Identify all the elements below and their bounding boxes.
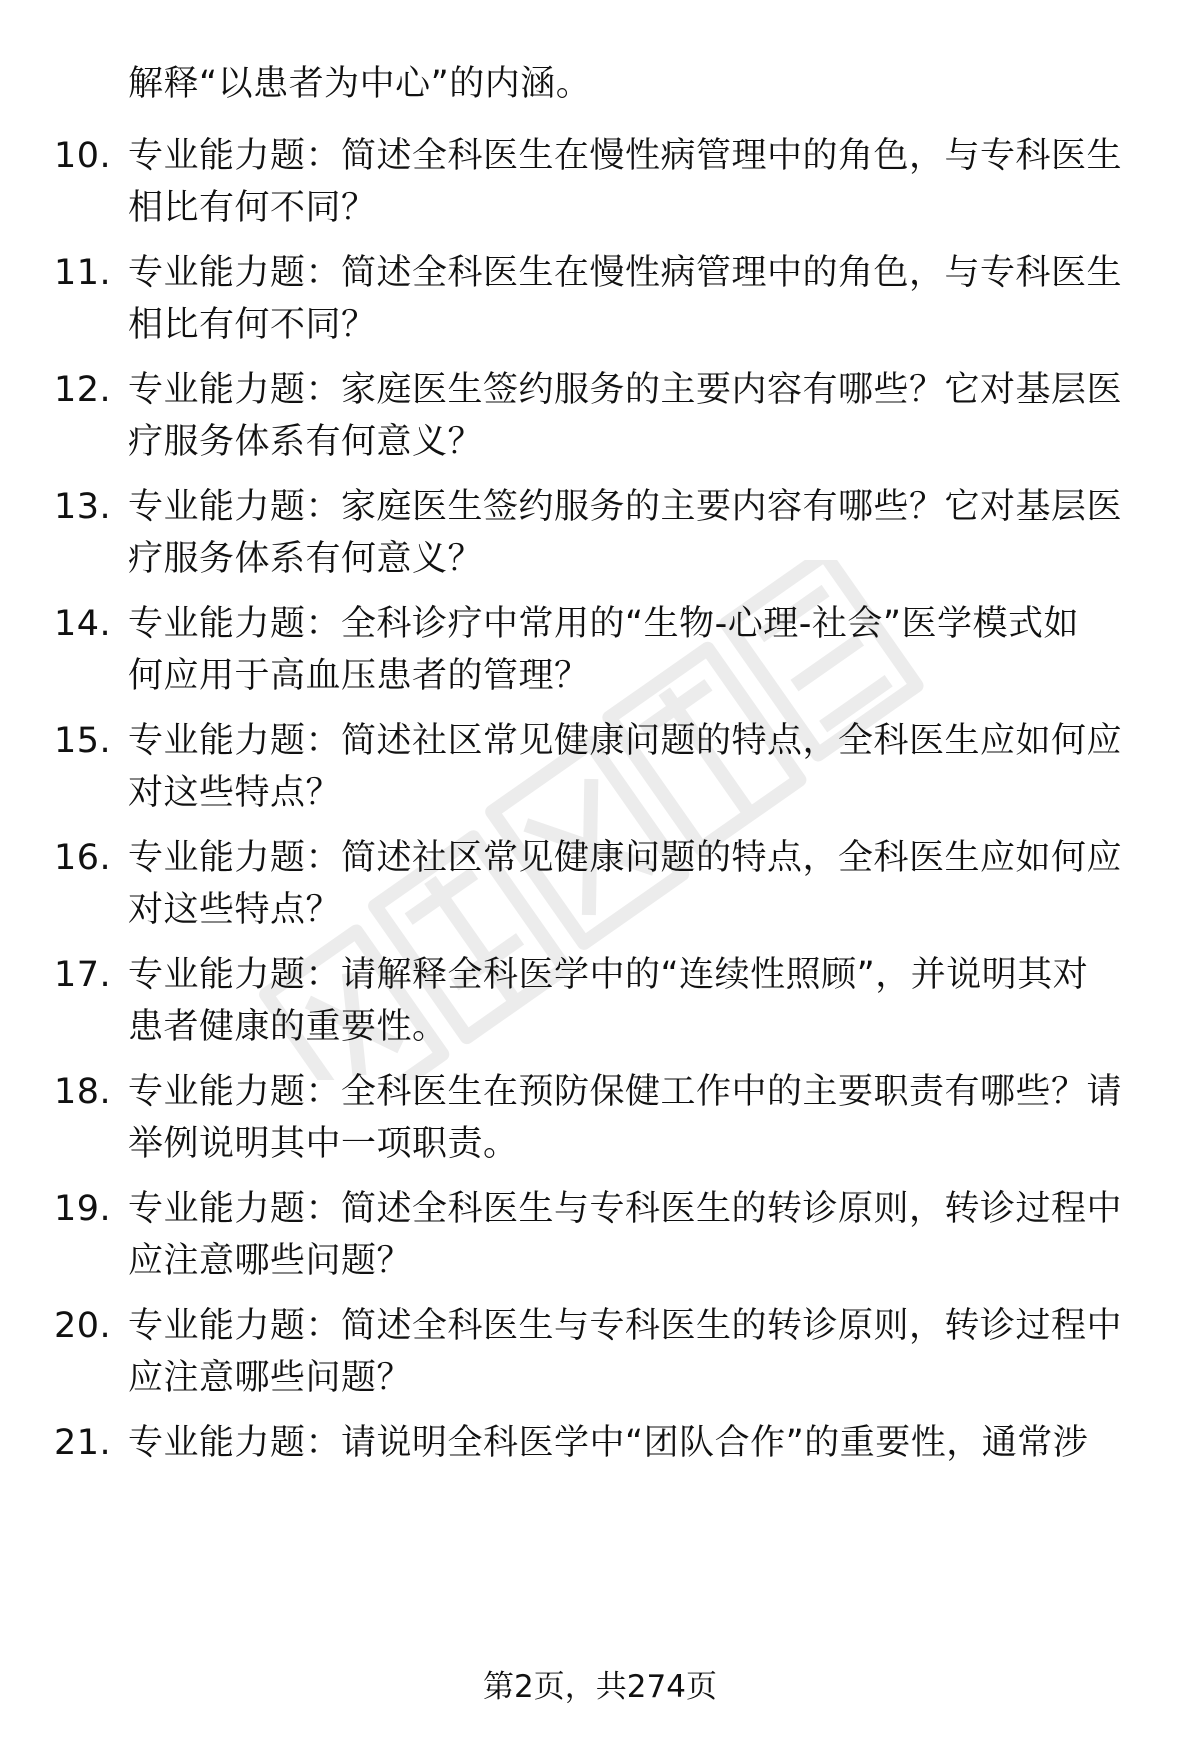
- item-text: [128, 949, 1138, 1053]
- item-number: 11.: [54, 253, 112, 293]
- item-text: [128, 364, 1138, 468]
- item-number: 18.: [54, 1072, 112, 1112]
- item-text-line: 疗服务体系有何意义？: [128, 422, 484, 462]
- item-text: [128, 1300, 1138, 1404]
- item-text-line: 患者健康的重要性。: [128, 1007, 448, 1047]
- item-text: [128, 1183, 1138, 1287]
- item-text-line: 对这些特点？: [128, 890, 342, 930]
- item-text-line: 专业能力题：全科诊疗中常用的“生物-心理-社会”医学模式如: [128, 604, 1080, 644]
- item-text-line: 专业能力题：简述全科医生在慢性病管理中的角色，与专科医生: [128, 136, 1123, 176]
- item-text-line: 专业能力题：简述社区常见健康问题的特点，全科医生应如何应: [128, 838, 1123, 878]
- continuation-text: 解释“以患者为中心”的内涵。: [128, 64, 592, 104]
- item-number: 10.: [54, 136, 112, 176]
- page-number: 第2页，共274页: [483, 1669, 717, 1705]
- item-text-line: 举例说明其中一项职责。: [128, 1124, 519, 1164]
- item-number: 12.: [54, 370, 112, 410]
- item-text: [128, 598, 1138, 702]
- item-text: [128, 1066, 1138, 1170]
- item-number: 14.: [54, 604, 112, 644]
- item-number: 15.: [54, 721, 112, 761]
- item-text-line: 相比有何不同？: [128, 305, 377, 345]
- item-text: [128, 1417, 1138, 1469]
- item-text-line: 专业能力题：请说明全科医学中“团队合作”的重要性，通常涉: [128, 1423, 1089, 1463]
- item-number: 19.: [54, 1189, 112, 1229]
- item-text: [128, 247, 1138, 351]
- item-text-line: 应注意哪些问题？: [128, 1358, 413, 1398]
- item-text: [128, 130, 1138, 234]
- item-text-line: 专业能力题：请解释全科医学中的“连续性照顾”，并说明其对: [128, 955, 1089, 995]
- item-number: 17.: [54, 955, 112, 995]
- item-text-line: 相比有何不同？: [128, 188, 377, 228]
- item-text-line: 专业能力题：家庭医生签约服务的主要内容有哪些？它对基层医: [128, 487, 1123, 527]
- item-text-line: 应注意哪些问题？: [128, 1241, 413, 1281]
- item-text-line: 专业能力题：简述全科医生在慢性病管理中的角色，与专科医生: [128, 253, 1123, 293]
- item-text-line: 专业能力题：简述全科医生与专科医生的转诊原则，转诊过程中: [128, 1306, 1123, 1346]
- item-number: 16.: [54, 838, 112, 878]
- item-text-line: 专业能力题：简述社区常见健康问题的特点，全科医生应如何应: [128, 721, 1123, 761]
- item-text-line: 疗服务体系有何意义？: [128, 539, 484, 579]
- item-text-line: 何应用于高血压患者的管理？: [128, 656, 590, 696]
- item-text: [128, 481, 1138, 585]
- item-text-line: 对这些特点？: [128, 773, 342, 813]
- item-text-line: 专业能力题：简述全科医生与专科医生的转诊原则，转诊过程中: [128, 1189, 1123, 1229]
- item-number: 20.: [54, 1306, 112, 1346]
- item-number: 13.: [54, 487, 112, 527]
- item-text-line: 专业能力题：家庭医生签约服务的主要内容有哪些？它对基层医: [128, 370, 1123, 410]
- item-number: 21.: [54, 1423, 112, 1463]
- item-text: [128, 715, 1138, 819]
- item-text: [128, 832, 1138, 936]
- item-text-line: 专业能力题：全科医生在预防保健工作中的主要职责有哪些？请: [128, 1072, 1123, 1112]
